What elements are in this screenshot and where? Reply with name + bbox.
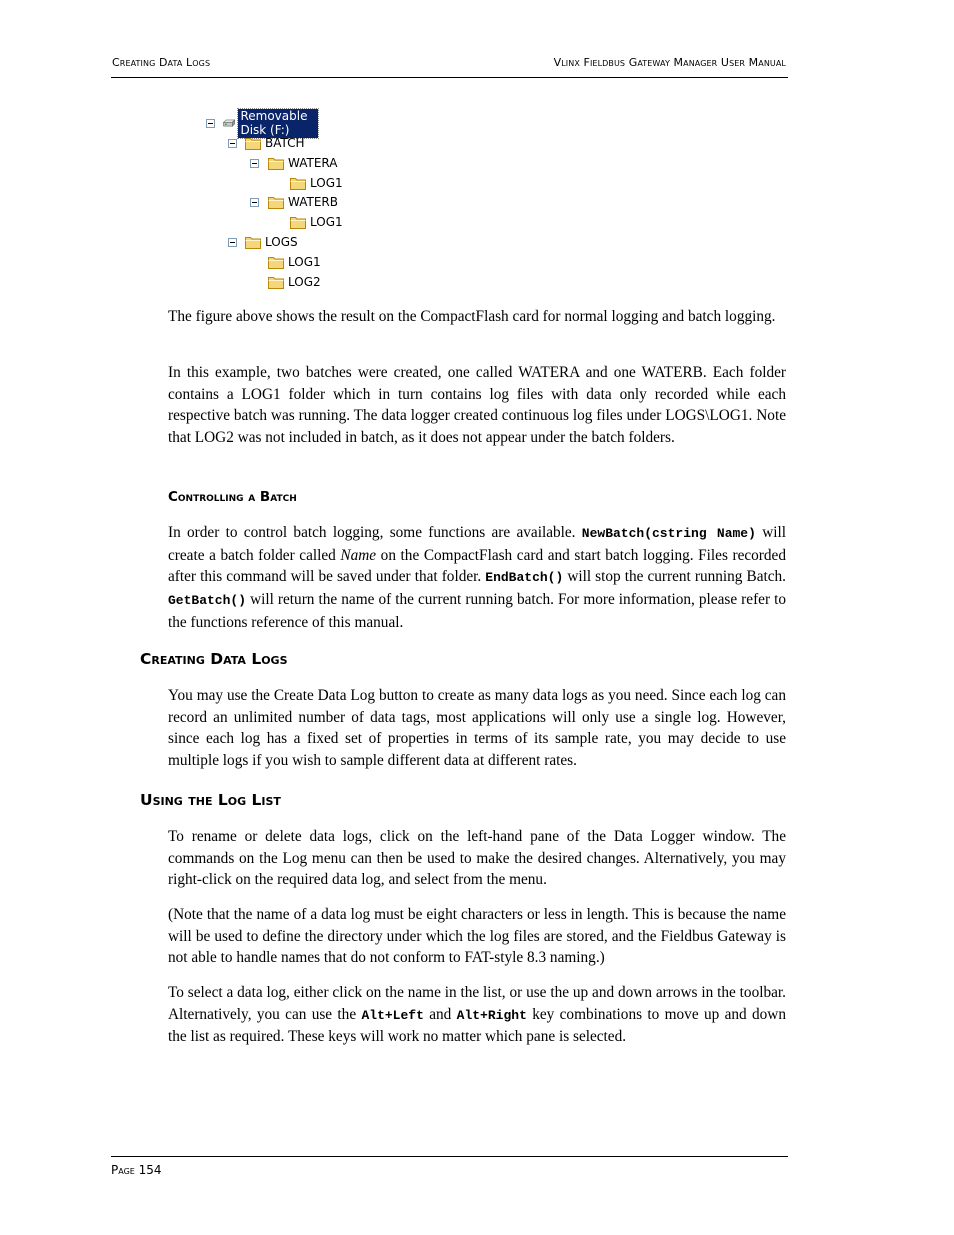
- tree-label-watera: WATERA: [288, 156, 338, 170]
- code-alt-right: Alt+Right: [456, 1007, 527, 1023]
- heading-controlling-a-batch: Controlling a Batch: [168, 489, 297, 505]
- code-endbatch: EndBatch(): [485, 570, 564, 586]
- tree-label-logs-log2: LOG2: [288, 275, 321, 289]
- tree-label-logs-log1: LOG1: [288, 255, 321, 269]
- tree-label-removable-disk: Removable Disk (F:): [238, 109, 318, 138]
- code-alt-left: Alt+Left: [361, 1007, 424, 1023]
- code-getbatch: GetBatch(): [168, 593, 247, 609]
- header-chapter-title: Creating Data Logs: [112, 56, 211, 69]
- tree-node-logs-log2[interactable]: [268, 273, 321, 291]
- page-footer: [111, 1156, 788, 1177]
- folder-icon: [245, 235, 261, 249]
- folder-icon: [268, 255, 284, 269]
- tree-label-batch: BATCH: [265, 136, 305, 150]
- emphasis-name: Name: [340, 546, 377, 564]
- tree-label-logs: LOGS: [265, 235, 298, 249]
- header-manual-title: Vlinx Fieldbus Gateway Manager User Manual: [553, 56, 786, 69]
- paragraph-batch-example: In this example, two batches were created, one called WATERA and one WATERB. Each folder contains a LOG1 folder which in turn contains log files with data only recorded while each respective batch was running. The data logger created continuous log files under LOGS\LOG1. Note that LOG2 was not included in batch, as it does not appear under the batch folders.: [168, 364, 786, 447]
- collapse-icon[interactable]: [228, 139, 237, 148]
- page-number: Page 154: [111, 1163, 162, 1177]
- collapse-icon[interactable]: [250, 198, 259, 207]
- tree-node-watera[interactable]: [268, 154, 337, 172]
- paragraph-figure-caption: The figure above shows the result on the CompactFlash card for normal logging and batch logging.: [168, 308, 776, 325]
- folder-icon: [268, 156, 284, 170]
- tree-label-waterb-log1: LOG1: [310, 215, 343, 229]
- paragraph-rename-delete: To rename or delete data logs, click on the left-hand pane of the Data Logger window. The commands on the Log menu can then be used to make the desired changes. Alternatively, you may right-click on the required data log, and select from the menu.: [168, 828, 786, 889]
- heading-creating-data-logs: Creating Data Logs: [140, 650, 288, 668]
- paragraph-select-data-log: To select a data log, either click on the name in the list, or use the up and down arrows in the toolbar. Alternatively, you can use the Alt+Left and Alt+Right key combinations to move up and down the list as required. These keys will work no matter which pane is selected.: [168, 984, 786, 1046]
- tree-node-logs[interactable]: [245, 233, 298, 251]
- tree-node-watera-log1[interactable]: [290, 174, 343, 192]
- paragraph-name-length-note: (Note that the name of a data log must be eight characters or less in length. This is because the name will be used to define the directory under which the log files are stored, and the Fieldbus Gateway is not able to handle names that do not conform to FAT-style 8.3 naming.): [168, 906, 786, 967]
- heading-using-the-log-list: Using the Log List: [140, 791, 281, 809]
- tree-node-removable-disk[interactable]: [223, 108, 318, 137]
- collapse-icon[interactable]: [250, 159, 259, 168]
- tree-node-waterb-log1[interactable]: [290, 213, 343, 231]
- folder-icon: [290, 215, 306, 229]
- folder-icon: [245, 136, 261, 150]
- page-header: [111, 56, 788, 78]
- folder-icon: [268, 275, 284, 289]
- collapse-icon[interactable]: [228, 238, 237, 247]
- tree-node-logs-log1[interactable]: [268, 253, 321, 271]
- tree-node-batch[interactable]: [245, 134, 305, 152]
- drive-icon: [223, 116, 235, 130]
- paragraph-create-data-log: You may use the Create Data Log button to create as many data logs as you need. Since each log can record an unlimited number of data tags, most applications will only use a single log. However, since each log has a fixed set of properties in terms of its sample rate, you may decide to use multiple logs if you wish to sample different data at different rates.: [168, 687, 786, 770]
- tree-node-waterb[interactable]: [268, 193, 338, 211]
- tree-label-waterb: WATERB: [288, 195, 338, 209]
- folder-icon: [290, 176, 306, 190]
- tree-label-watera-log1: LOG1: [310, 176, 343, 190]
- collapse-icon[interactable]: [206, 119, 215, 128]
- paragraph-batch-functions: In order to control batch logging, some functions are available. NewBatch(cstring Name) will create a batch folder called Name on the CompactFlash card and start batch logging. Files recorded after this command will be saved under that folder. EndBatch() will stop the current running Batch. GetBatch() will return the name of the current running batch. For more information, please refer to the functions reference of this manual.: [168, 524, 786, 631]
- folder-icon: [268, 195, 284, 209]
- code-newbatch: NewBatch(cstring Name): [581, 526, 756, 541]
